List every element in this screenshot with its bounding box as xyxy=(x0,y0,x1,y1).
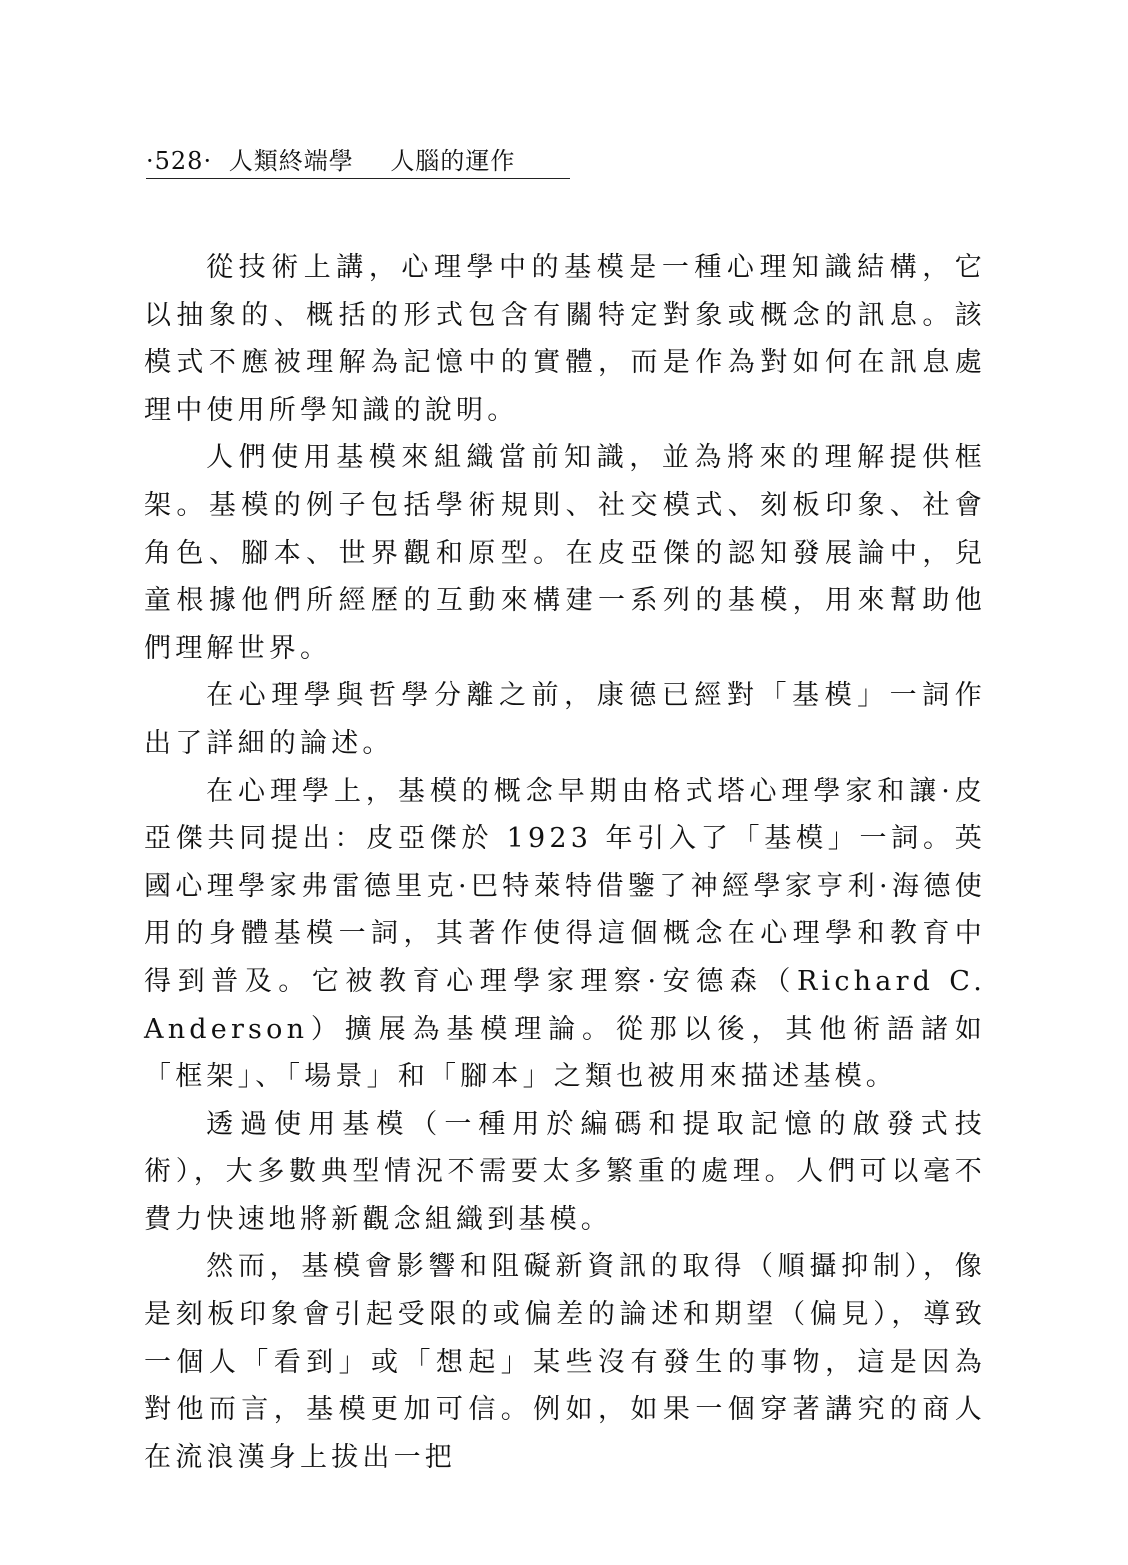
body-text xyxy=(144,244,986,1481)
paragraph: 透過使用基模（一種用於編碼和提取記憶的啟發式技術），大多數典型情況不需要太多繁重的處理。人們可以毫不費力快速地將新觀念組織到基模。 xyxy=(144,1108,986,1235)
paragraph: 從技術上講，心理學中的基模是一種心理知識結構，它以抽象的、概括的形式包含有關特定對象或概念的訊息。該模式不應被理解為記憶中的實體，而是作為對如何在訊息處理中使用所學知識的說明。 xyxy=(144,252,986,426)
chapter-title: 人腦的運作 xyxy=(390,147,516,175)
running-header xyxy=(146,144,570,179)
paragraph: 在心理學上，基模的概念早期由格式塔心理學家和讓·皮亞傑共同提出：皮亞傑於 1923 年引入了「基模」一詞。英國心理學家弗雷德里克·巴特萊特借鑒了神經學家亨利·海德使用的身體基模一詞，其著作使得這個概念在心理學和教育中得到普及。它被教育心理學家理察·安德森（Richard C. Anderson）擴展為基模理論。從那以後，其他術語諸如「框架」、「場景」和「腳本」之類也被用來描述基模。 xyxy=(144,775,986,1093)
page-number: ·528· xyxy=(146,147,213,175)
paragraph: 人們使用基模來組織當前知識，並為將來的理解提供框架。基模的例子包括學術規則、社交模式、刻板印象、社會角色、腳本、世界觀和原型。在皮亞傑的認知發展論中，兒童根據他們所經歷的互動來構建一系列的基模，用來幫助他們理解世界。 xyxy=(144,442,986,664)
paragraph: 然而，基模會影響和阻礙新資訊的取得（順攝抑制），像是刻板印象會引起受限的或偏差的論述和期望（偏見），導致一個人「看到」或「想起」某些沒有發生的事物，這是因為對他而言，基模更加可信。例如，如果一個穿著講究的商人在流浪漢身上拔出一把 xyxy=(144,1251,986,1473)
book-title: 人類終端學 xyxy=(228,147,354,175)
paragraph: 在心理學與哲學分離之前，康德已經對「基模」一詞作出了詳細的論述。 xyxy=(144,680,986,759)
